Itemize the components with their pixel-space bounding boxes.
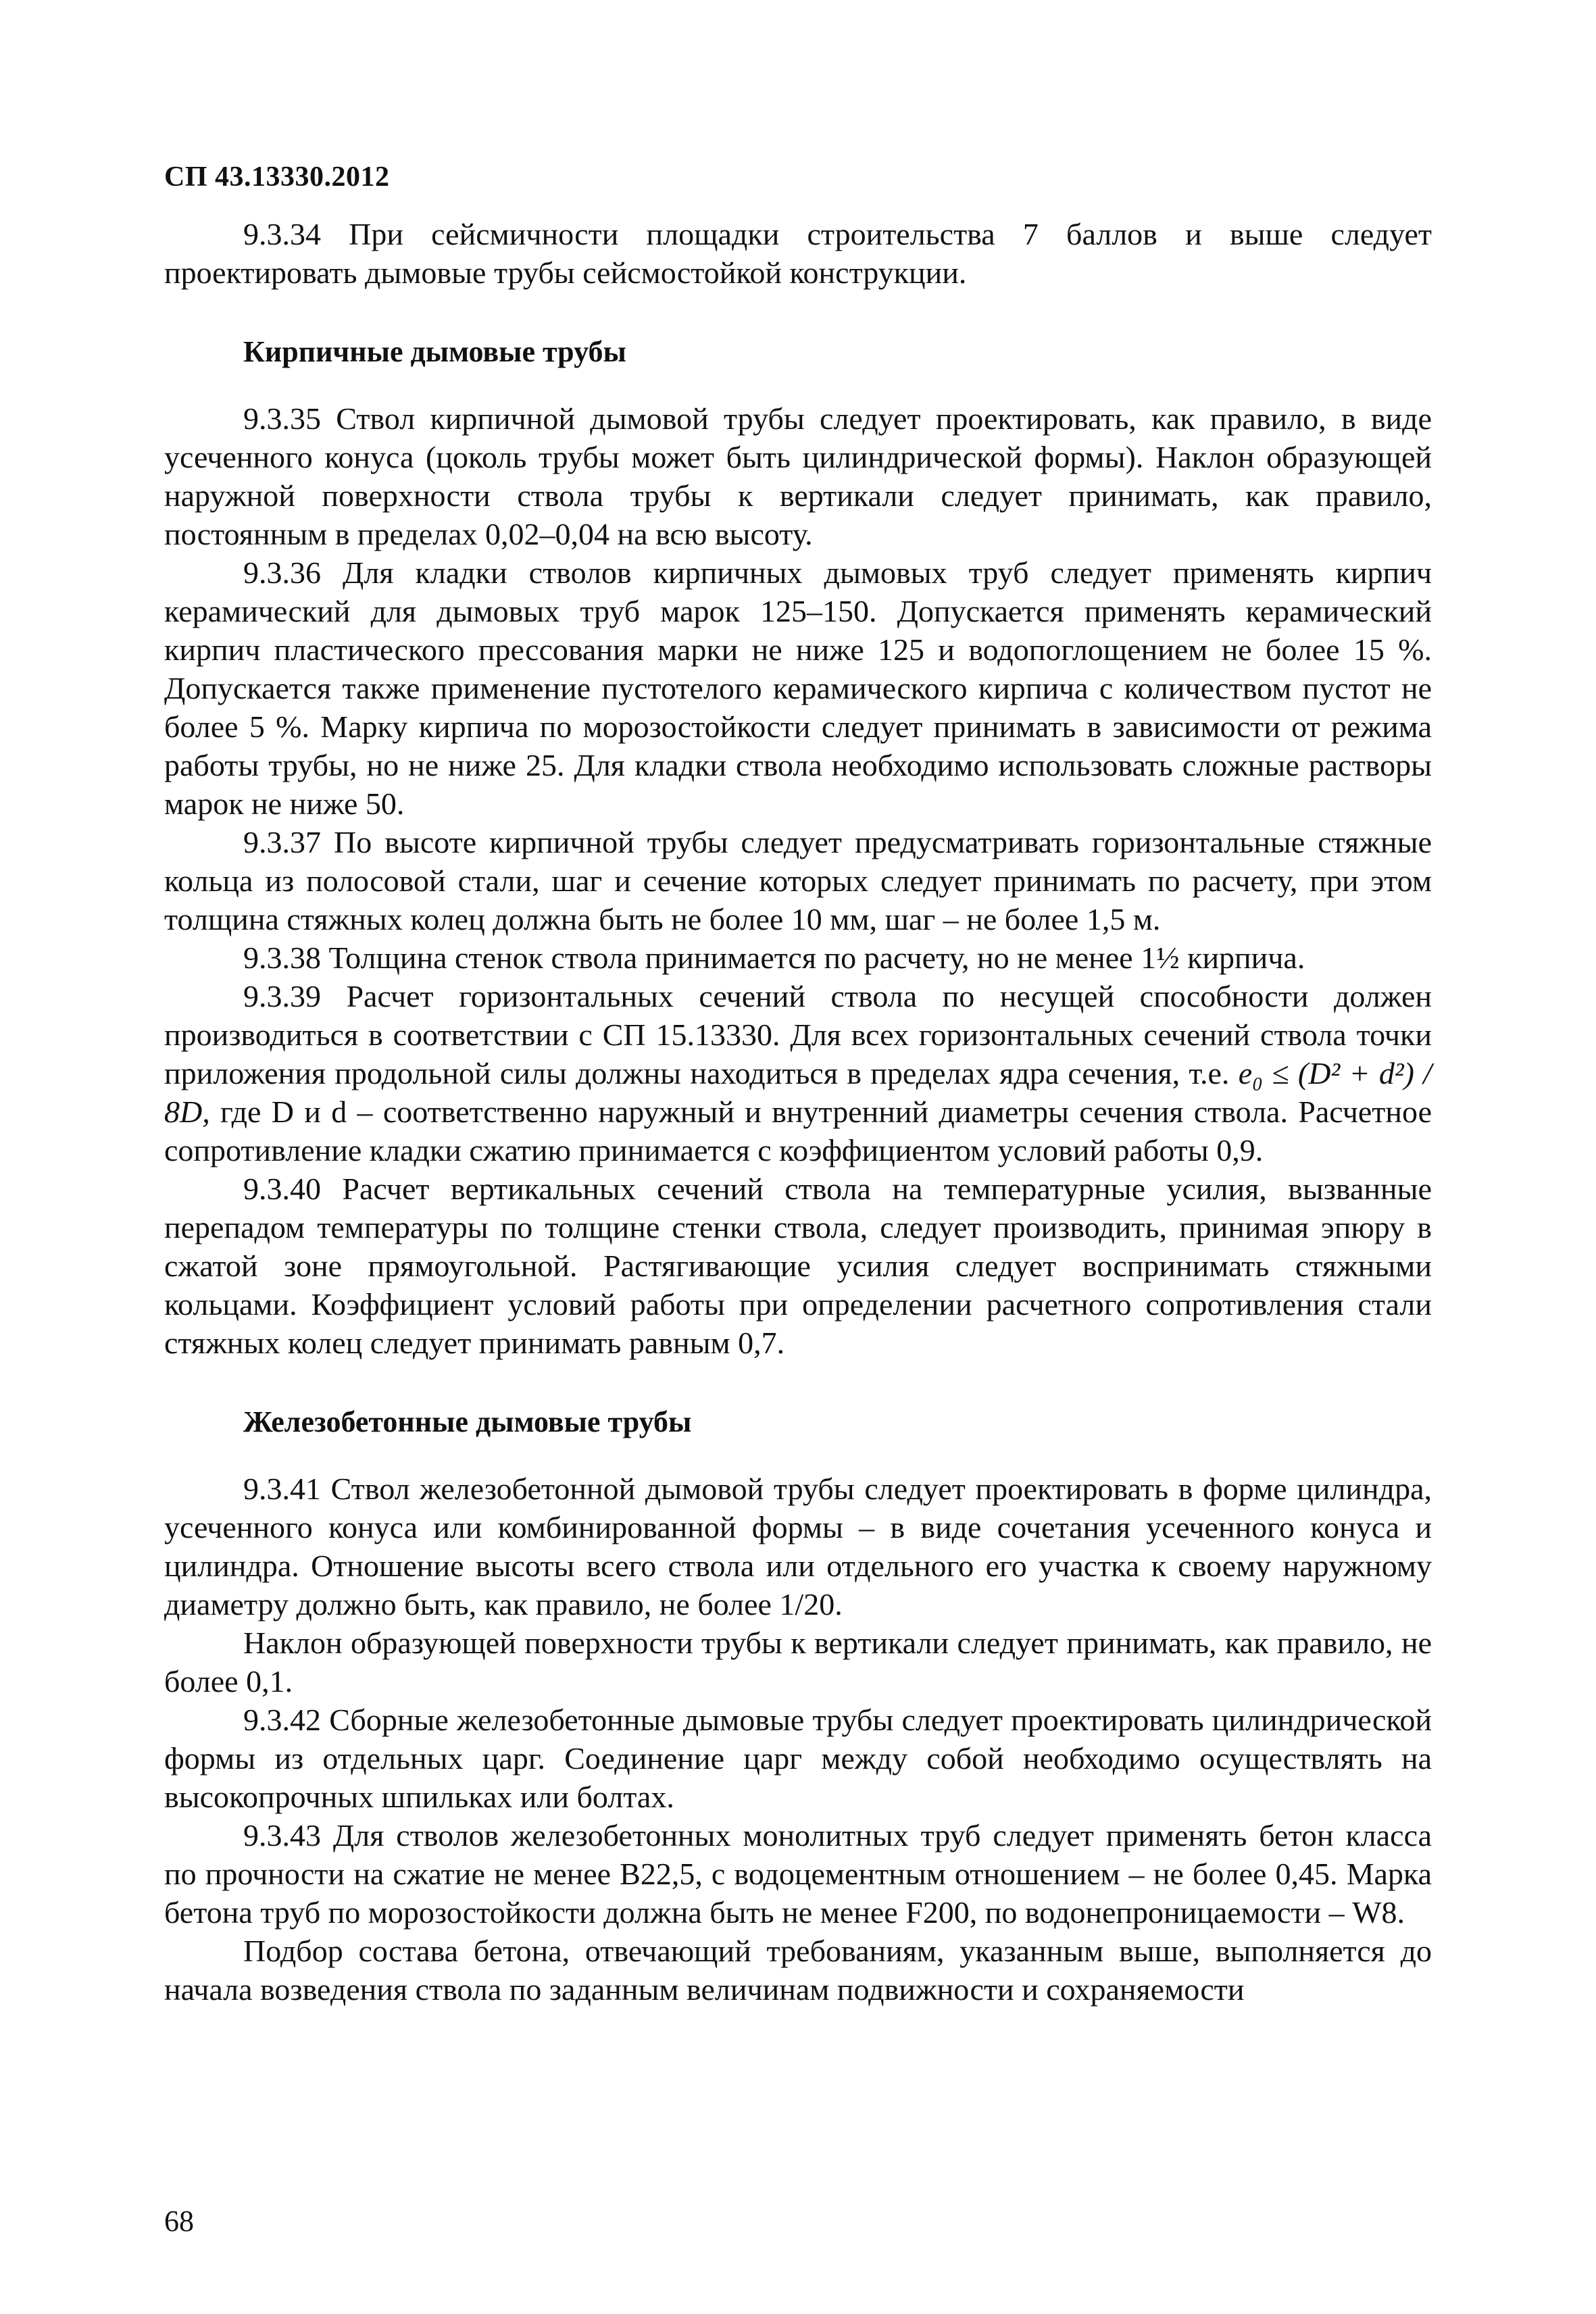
- paragraph-9-3-40: 9.3.40 Расчет вертикальных сечений ствола на температурные усилия, вызванные перепадом температуры по толщине стенки ствола, следует производить, принимая эпюру в сжатой зоне прямоугольной. Растягивающие усилия следует воспринимать стяжными кольцами. Коэффициент условий работы при определении расчетного сопротивления стали стяжных колец следует принимать равным 0,7.: [164, 1172, 1432, 1360]
- section-heading-brick-chimneys: Кирпичные дымовые трубы: [243, 335, 626, 368]
- paragraph-9-3-39-text-b: где D и d – соответственно наружный и внутренний диаметры сечения ствола. Расчетное сопротивление кладки сжатию принимается с коэффициентом условий работы 0,9.: [164, 1095, 1432, 1167]
- document-body: [164, 215, 1432, 2009]
- paragraph-slope: Наклон образующей поверхности трубы к вертикали следует принимать, как правило, не более 0,1.: [164, 1626, 1432, 1699]
- section-heading-reinforced-concrete-chimneys: Железобетонные дымовые трубы: [243, 1405, 692, 1438]
- paragraph-9-3-41: 9.3.41 Ствол железобетонной дымовой трубы следует проектировать в форме цилиндра, усеченного конуса или комбинированной формы – в виде сочетания усеченного конуса и цилиндра. Отношение высоты всего ствола или отдельного его участка к своему наружному диаметру должно быть, как правило, не более 1/20.: [164, 1472, 1432, 1621]
- paragraph-9-3-36: 9.3.36 Для кладки стволов кирпичных дымовых труб следует применять кирпич керамический для дымовых труб марок 125–150. Допускается применять керамический кирпич пластического прессования марки не ниже 125 и водопоглощением не более 15 %. Допускается также применение пустотелого керамического кирпича с количеством пустот не более 5 %. Марку кирпича по морозостойкости следует принимать в зависимости от режима работы трубы, но не ниже 25. Для кладки ствола необходимо использовать сложные растворы марок не ниже 50.: [164, 555, 1432, 821]
- paragraph-9-3-37: 9.3.37 По высоте кирпичной трубы следует предусматривать горизонтальные стяжные кольца из полосовой стали, шаг и сечение которых следует принимать по расчету, при этом толщина стяжных колец должна быть не более 10 мм, шаг – не более 1,5 м.: [164, 825, 1432, 936]
- paragraph-9-3-43: 9.3.43 Для стволов железобетонных монолитных труб следует применять бетон класса по прочности на сжатие не менее В22,5, с водоцементным отношением – не более 0,45. Марка бетона труб по морозостойкости должна быть не менее F200, по водонепроницаемости – W8.: [164, 1818, 1432, 1930]
- paragraph-9-3-42: 9.3.42 Сборные железобетонные дымовые трубы следует проектировать цилиндрической формы из отдельных царг. Соединение царг между собой необходимо осуществлять на высокопрочных шпильках или болтах.: [164, 1703, 1432, 1814]
- paragraph-9-3-38: 9.3.38 Толщина стенок ствола принимается по расчету, но не менее 1½ кирпича.: [243, 940, 1305, 975]
- core-formula: e₀ ≤ (D² + d²) / 8D,: [164, 1056, 1432, 1129]
- paragraph-9-3-39: [164, 977, 1432, 1169]
- paragraph-9-3-35: 9.3.35 Ствол кирпичной дымовой трубы следует проектировать, как правило, в виде усеченного конуса (цоколь трубы может быть цилиндрической формы). Наклон образующей наружной поверхности ствола трубы к вертикали следует принимать, как правило, постоянным в пределах 0,02–0,04 на всю высоту.: [164, 401, 1432, 551]
- page-number: 68: [164, 2205, 194, 2238]
- document-code: СП 43.13330.2012: [164, 161, 390, 193]
- paragraph-concrete-selection: Подбор состава бетона, отвечающий требованиям, указанным выше, выполняется до начала возведения ствола по заданным величинам подвижности и сохраняемости: [164, 1934, 1432, 2007]
- paragraph-9-3-34: 9.3.34 При сейсмичности площадки строительства 7 баллов и выше следует проектировать дымовые трубы сейсмостойкой конструкции.: [164, 217, 1432, 290]
- paragraph-9-3-39-text-a: 9.3.39 Расчет горизонтальных сечений ствола по несущей способности должен производиться в соответствии с СП 15.13330. Для всех горизонтальных сечений ствола точки приложения продольной силы должны находиться в пределах ядра сечения, т.е.: [164, 979, 1432, 1090]
